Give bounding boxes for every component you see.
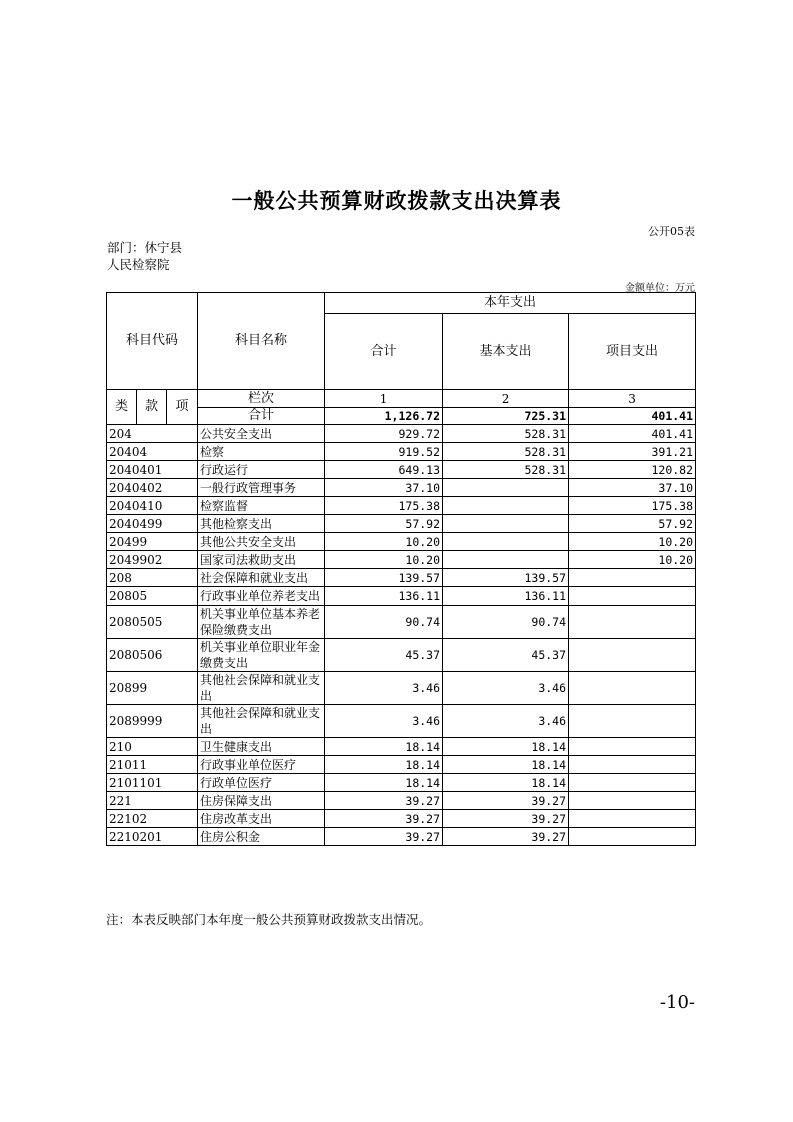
row-name: 住房公积金 — [198, 828, 325, 846]
form-number: 公开05表 — [648, 225, 695, 238]
header-total: 合计 — [325, 314, 443, 390]
row-code: 208 — [107, 569, 198, 587]
table-row — [107, 738, 696, 756]
row-code: 2080506 — [107, 639, 198, 672]
row-basic: 136.11 — [443, 587, 569, 606]
header-lei: 类 — [107, 390, 137, 425]
row-name: 机关事业单位基本养老保险缴费支出 — [198, 606, 325, 639]
header-subject-code: 科目代码 — [107, 293, 198, 390]
row-total: 139.57 — [325, 569, 443, 587]
table-row — [107, 515, 696, 533]
table-row — [107, 425, 696, 443]
header-project: 项目支出 — [569, 314, 696, 390]
row-basic: 90.74 — [443, 606, 569, 639]
total-row-basic: 725.31 — [443, 408, 569, 425]
row-code: 2210201 — [107, 828, 198, 846]
row-code: 2101101 — [107, 774, 198, 792]
row-total: 39.27 — [325, 792, 443, 810]
header-kuan: 款 — [137, 390, 167, 425]
row-total: 929.72 — [325, 425, 443, 443]
row-total: 18.14 — [325, 774, 443, 792]
row-code: 221 — [107, 792, 198, 810]
table-row — [107, 828, 696, 846]
row-name: 其他检察支出 — [198, 515, 325, 533]
row-basic — [443, 497, 569, 515]
row-basic — [443, 551, 569, 569]
row-project — [569, 738, 696, 756]
row-code: 20404 — [107, 443, 198, 461]
row-basic: 528.31 — [443, 425, 569, 443]
row-basic: 18.14 — [443, 756, 569, 774]
header-column-no: 栏次 — [198, 390, 325, 408]
table-note: 注：本表反映部门本年度一般公共预算财政拨款支出情况。 — [106, 912, 432, 927]
row-name: 机关事业单位职业年金缴费支出 — [198, 639, 325, 672]
table-row — [107, 479, 696, 497]
row-project: 10.20 — [569, 533, 696, 551]
row-project — [569, 774, 696, 792]
row-project: 57.92 — [569, 515, 696, 533]
row-code: 20899 — [107, 672, 198, 705]
row-name: 行政事业单位医疗 — [198, 756, 325, 774]
row-total: 136.11 — [325, 587, 443, 606]
row-project: 120.82 — [569, 461, 696, 479]
row-total: 3.46 — [325, 705, 443, 738]
row-code: 204 — [107, 425, 198, 443]
row-basic — [443, 479, 569, 497]
header-current-year: 本年支出 — [325, 293, 696, 314]
row-basic: 528.31 — [443, 443, 569, 461]
row-project: 391.21 — [569, 443, 696, 461]
row-name: 卫生健康支出 — [198, 738, 325, 756]
row-total: 919.52 — [325, 443, 443, 461]
table-row — [107, 810, 696, 828]
row-code: 2080505 — [107, 606, 198, 639]
row-name: 一般行政管理事务 — [198, 479, 325, 497]
table-row — [107, 774, 696, 792]
row-name: 公共安全支出 — [198, 425, 325, 443]
table-row — [107, 606, 696, 639]
row-total: 10.20 — [325, 551, 443, 569]
table-row — [107, 756, 696, 774]
row-project — [569, 587, 696, 606]
total-row-total: 1,126.72 — [325, 408, 443, 425]
total-row-label: 合计 — [198, 408, 325, 425]
row-code: 2049902 — [107, 551, 198, 569]
row-project — [569, 606, 696, 639]
header-col3: 3 — [569, 390, 696, 408]
row-name: 住房保障支出 — [198, 792, 325, 810]
row-project — [569, 756, 696, 774]
row-basic: 39.27 — [443, 828, 569, 846]
row-code: 20805 — [107, 587, 198, 606]
row-total: 37.10 — [325, 479, 443, 497]
row-basic: 39.27 — [443, 810, 569, 828]
row-project: 37.10 — [569, 479, 696, 497]
header-xiang: 项 — [167, 390, 198, 425]
expenditure-table — [106, 292, 696, 846]
row-code: 2040401 — [107, 461, 198, 479]
document-title: 一般公共预算财政拨款支出决算表 — [231, 188, 562, 213]
table-row — [107, 497, 696, 515]
row-code: 2040410 — [107, 497, 198, 515]
row-basic: 139.57 — [443, 569, 569, 587]
table-row — [107, 792, 696, 810]
department-label: 部门：休宁县人民检察院 — [107, 240, 183, 272]
row-basic: 18.14 — [443, 774, 569, 792]
row-code: 210 — [107, 738, 198, 756]
row-basic: 528.31 — [443, 461, 569, 479]
row-code: 22102 — [107, 810, 198, 828]
table-row — [107, 461, 696, 479]
row-project — [569, 569, 696, 587]
row-code: 21011 — [107, 756, 198, 774]
row-project: 401.41 — [569, 425, 696, 443]
row-total: 3.46 — [325, 672, 443, 705]
header-col2: 2 — [443, 390, 569, 408]
table-row — [107, 705, 696, 738]
row-total: 18.14 — [325, 738, 443, 756]
row-name: 行政单位医疗 — [198, 774, 325, 792]
row-project — [569, 792, 696, 810]
row-project — [569, 828, 696, 846]
row-code: 20499 — [107, 533, 198, 551]
row-project — [569, 810, 696, 828]
row-name: 住房改革支出 — [198, 810, 325, 828]
row-total: 649.13 — [325, 461, 443, 479]
row-total: 175.38 — [325, 497, 443, 515]
table-row — [107, 672, 696, 705]
row-basic — [443, 515, 569, 533]
table-row — [107, 533, 696, 551]
row-project — [569, 639, 696, 672]
total-row-project: 401.41 — [569, 408, 696, 425]
header-subject-name: 科目名称 — [198, 293, 325, 390]
table-row — [107, 443, 696, 461]
page-number: -10- — [659, 992, 695, 1013]
row-basic — [443, 533, 569, 551]
table-row — [107, 587, 696, 606]
table-row — [107, 639, 696, 672]
row-basic: 45.37 — [443, 639, 569, 672]
row-project: 175.38 — [569, 497, 696, 515]
table-row — [107, 551, 696, 569]
row-name: 行政事业单位养老支出 — [198, 587, 325, 606]
row-basic: 39.27 — [443, 792, 569, 810]
row-name: 其他社会保障和就业支出 — [198, 705, 325, 738]
row-project: 10.20 — [569, 551, 696, 569]
row-total: 90.74 — [325, 606, 443, 639]
row-basic: 3.46 — [443, 705, 569, 738]
row-name: 其他社会保障和就业支出 — [198, 672, 325, 705]
row-code: 2089999 — [107, 705, 198, 738]
row-project — [569, 672, 696, 705]
row-name: 社会保障和就业支出 — [198, 569, 325, 587]
row-total: 39.27 — [325, 810, 443, 828]
row-total: 18.14 — [325, 756, 443, 774]
row-total: 10.20 — [325, 533, 443, 551]
row-code: 2040402 — [107, 479, 198, 497]
header-basic: 基本支出 — [443, 314, 569, 390]
row-total: 57.92 — [325, 515, 443, 533]
amount-unit: 金额单位：万元 — [625, 283, 695, 294]
table-row — [107, 569, 696, 587]
row-name: 其他公共安全支出 — [198, 533, 325, 551]
row-name: 检察监督 — [198, 497, 325, 515]
row-name: 国家司法救助支出 — [198, 551, 325, 569]
row-total: 45.37 — [325, 639, 443, 672]
row-code: 2040499 — [107, 515, 198, 533]
row-total: 39.27 — [325, 828, 443, 846]
row-name: 检察 — [198, 443, 325, 461]
row-name: 行政运行 — [198, 461, 325, 479]
row-project — [569, 705, 696, 738]
header-col1: 1 — [325, 390, 443, 408]
row-basic: 18.14 — [443, 738, 569, 756]
row-basic: 3.46 — [443, 672, 569, 705]
